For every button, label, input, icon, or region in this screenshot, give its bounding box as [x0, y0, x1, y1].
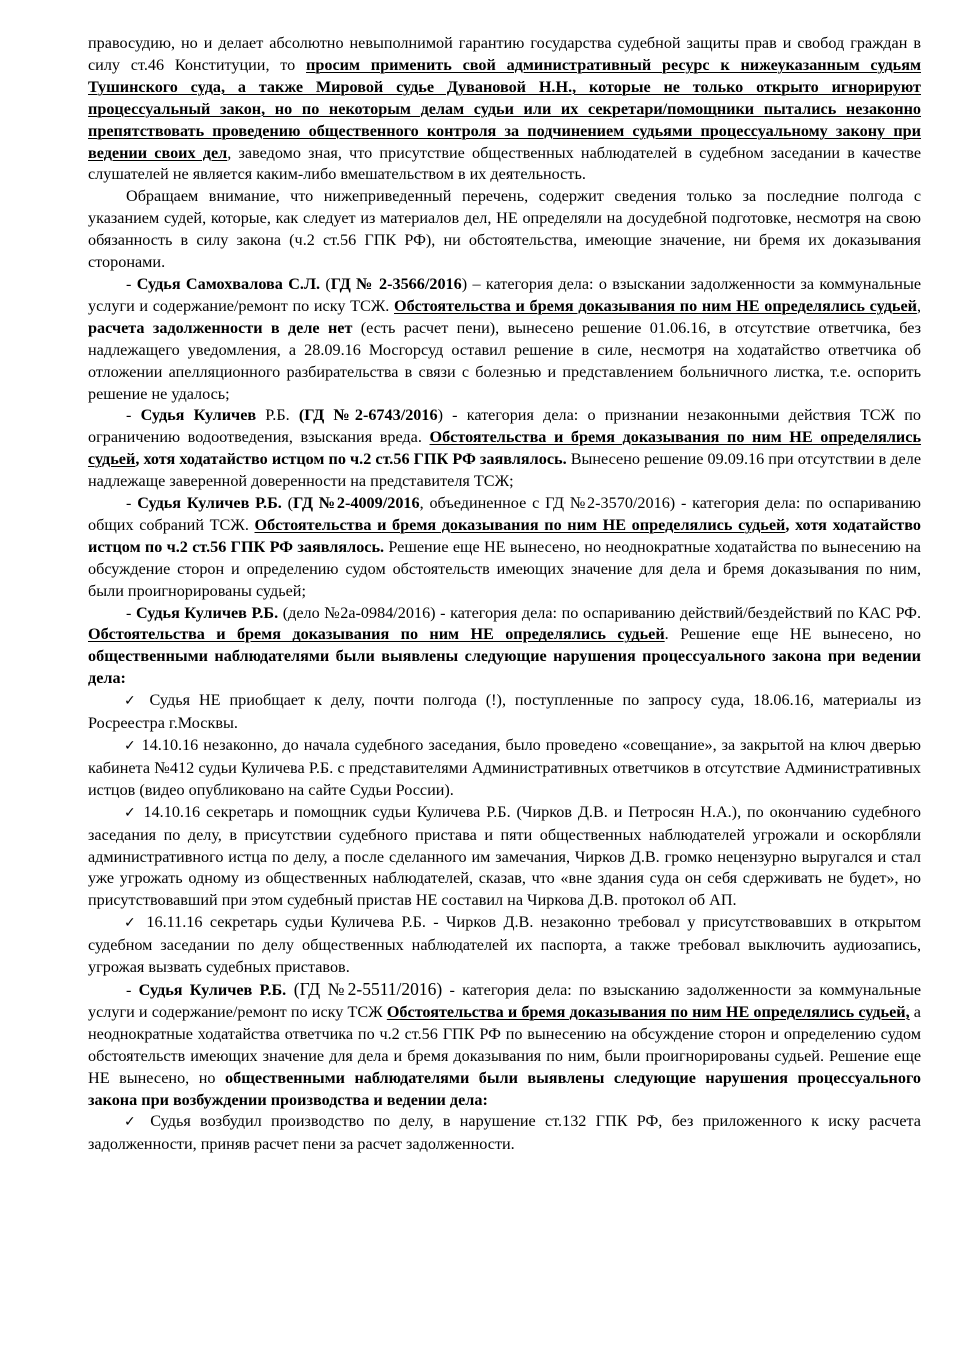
- text-span: Судья Куличев Р.Б.: [135, 603, 279, 622]
- document-paragraph: [88, 33, 921, 186]
- text-span: Обстоятельства и бремя доказывания по ним НЕ определялись судьей: [88, 428, 922, 469]
- text-span: , объединенное с ГД №2-3570/2016) - категория дела: по оспариванию общих собраний ТСЖ.: [88, 494, 922, 534]
- text-span: Решение еще НЕ вынесено, но неоднократные ходатайства по вынесению на обсуждение сторон и определению судом обстоятельств имеющих значение для дела и бремя доказывания по ним, были проигнорированы судьей;: [88, 537, 921, 600]
- text-span: расчета задолженности в деле нет: [88, 318, 353, 337]
- text-span: Судья Куличев Р.Б.: [137, 494, 282, 513]
- checklist-item: [88, 912, 921, 979]
- text-span: (дело №2а-0984/2016) - категория дела: по оспариванию действий/бездействий по КАС РФ.: [278, 603, 921, 622]
- checklist-item: [88, 735, 921, 802]
- text-span: Обстоятельства и бремя доказывания по ним НЕ определялись судьей: [254, 515, 786, 534]
- text-span: (есть расчет пени), вынесено решение 01.06.16, в отсутствие ответчика, без надлежащего уведомления, а 28.09.16 Мосгорсуд оставил решение в силе, несмотря на ходатайство ответчика об отложении апелляционного разбирательства в связи с болезнью и представлением больничного листка, т.е. оспорить решение не удалось;: [88, 318, 921, 403]
- text-span: ,: [916, 296, 922, 315]
- text-span: Р.Б.: [256, 406, 299, 425]
- checklist-item: [88, 802, 921, 913]
- checkmark-icon: ✓: [124, 738, 137, 754]
- text-span: ) - категория дела: о признании незаконными действия ТСЖ по ограничению водоотведения, взыскания вреда.: [88, 406, 921, 447]
- text-span: общественными наблюдателями были выявлены следующие нарушения процессуального закона при возбуждении производства и ведении дела:: [88, 1068, 921, 1109]
- text-span: . Решение еще НЕ вынесено, но: [664, 625, 921, 644]
- text-span: Судья Самохвалова С.Л.: [136, 274, 321, 293]
- text-span: - категория дела: по взысканию задолженности за коммунальные услуги и содержание/ремонт по иску ТСЖ: [88, 980, 922, 1021]
- text-span: Судья Куличев: [140, 406, 257, 425]
- text-span: а неоднократные ходатайства ответчика по ч.2 ст.56 ГПК РФ по вынесению на обсуждение сторон и определению судом обстоятельств имеющих значение для дела и бремя доказывания по ним, были проигнорированы судьей. Решение еще НЕ вынесено, но: [88, 1002, 921, 1087]
- text-span: правосудию, но и делает абсолютно невыполнимой гарантию государства судебной защиты прав и свобод граждан в силу ст.46 Конституции, то: [88, 34, 921, 74]
- text-span: ГД № 2-3566/2016: [330, 274, 462, 293]
- text-span: -: [126, 603, 136, 622]
- checklist-item: [88, 690, 921, 735]
- text-span: Судья возбудил производство по делу, в нарушение ст.132 ГПК РФ, без приложенного к иску расчета задолженности, приняв расчет пени за расчет задолженности.: [88, 1112, 921, 1154]
- text-span: общественными наблюдателями были выявлены следующие нарушения процессуального закона при ведении дела:: [88, 647, 921, 688]
- text-span: Обстоятельства и бремя доказывания по ним НЕ определялись судьей,: [386, 1002, 910, 1021]
- text-span: -: [126, 274, 137, 293]
- text-span: Судья НЕ приобщает к делу, почти полгода (!), поступленные по запросу суда, 18.06.16, материалы из Росреестра г.Москвы.: [88, 691, 921, 733]
- document-paragraph: [88, 405, 921, 493]
- text-span: 16.11.16 секретарь судьи Куличева Р.Б. - Чирков Д.В. незаконно требовал у присутствовавших в открытом судебном заседании по делу общественных наблюдателей их паспорта, а также требовал выключить аудиозапись, угрожая вызвать судебных приставов.: [88, 913, 922, 977]
- text-span: 14.10.16 секретарь и помощник судьи Куличева Р.Б. (Чирков Д.В. и Петросян Н.А.), по окончанию судебного заседания по делу, в присутствии судебного пристава и пяти общественных наблюдателей угрожали и оскорбляли административного истца по делу, а после сделанного им замечания, Чирков Д.В. громко нецензурно выругался и стал уже угрожать одному из общественных наблюдателей, сказав, что «вне здания суда он себя сдерживать не будет», но присутствовавший при этом судебный пристав НЕ составил на Чиркова Д.В. протокол об АП.: [88, 802, 922, 910]
- document-paragraph: [88, 493, 921, 603]
- checkmark-icon: ✓: [124, 693, 141, 710]
- document-paragraph: [88, 274, 921, 405]
- text-span: Обстоятельства и бремя доказывания по ним НЕ определялись судьей: [394, 296, 917, 315]
- text-span: Судья Куличев Р.Б.: [138, 980, 287, 999]
- text-span: ГД №2-4009/2016: [293, 494, 420, 513]
- text-span: , хотя ходатайство истцом по ч.2 ст.56 ГПК РФ заявлялось.: [135, 450, 567, 469]
- text-span: , заведомо зная, что присутствие общественных наблюдателей в судебном заседании в качестве слушателей не является каким-либо вмешательством в их деятельность.: [88, 143, 922, 184]
- text-span: -: [126, 406, 141, 425]
- checkmark-icon: ✓: [124, 1114, 141, 1131]
- text-span: (ГД №2-6743/2016: [298, 406, 438, 425]
- document-paragraph: [88, 603, 921, 691]
- text-span: (ГД №2-5511/2016): [286, 978, 443, 999]
- checkmark-icon: ✓: [124, 915, 140, 932]
- text-span: ) – категория дела: о взыскании задолженности за коммунальные услуги и содержание/ремонт по иску ТСЖ.: [88, 274, 922, 315]
- checkmark-icon: ✓: [124, 804, 138, 821]
- text-span: Обращаем внимание, что нижеприведенный перечень, содержит сведения только за последние полгода с указанием судей, которые, как следует из материалов дел, НЕ определяли на досудебной подготовке, несмотря на свою обязанность в силу закона (ч.2 ст.56 ГПК РФ), ни обстоятельства, имеющие значение, ни бремя их доказывания сторонами.: [88, 187, 921, 272]
- document-paragraph: [88, 979, 921, 1111]
- text-span: (: [281, 494, 294, 513]
- text-span: (: [320, 274, 331, 293]
- text-span: просим применить свой административный ресурс к нижеуказанным судьям Тушинского суда, а также Мировой судье Дувановой Н.Н., которые не только открыто игнорируют процессуальный закон, но по некоторым делам судьи или их секретари/помощники пытались незаконно препятствовать проведению общественного контроля за подчинением судьями процессуальному закону при ведении своих дел: [88, 55, 921, 162]
- text-span: -: [126, 494, 138, 513]
- text-span: Вынесено решение 09.09.16 при отсутствии в деле надлежаще заверенной доверенности на представителя ТСЖ;: [88, 450, 921, 491]
- text-span: -: [126, 980, 139, 999]
- text-span: , хотя ходатайство истцом по ч.2 ст.56 ГПК РФ заявлялось.: [88, 515, 921, 556]
- text-span: Обстоятельства и бремя доказывания по ним НЕ определялись судьей: [88, 625, 665, 644]
- text-span: 14.10.16 незаконно, до начала судебного заседания, было проведено «совещание», за закрытой на ключ дверью кабинета №412 судьи Куличева Р.Б. с представителями Административных ответчиков в отсутствие Административных истцов (видео опубликовано на сайте Судьи России).: [88, 736, 921, 799]
- checklist-item: [88, 1111, 921, 1156]
- document-paragraph: [88, 186, 921, 274]
